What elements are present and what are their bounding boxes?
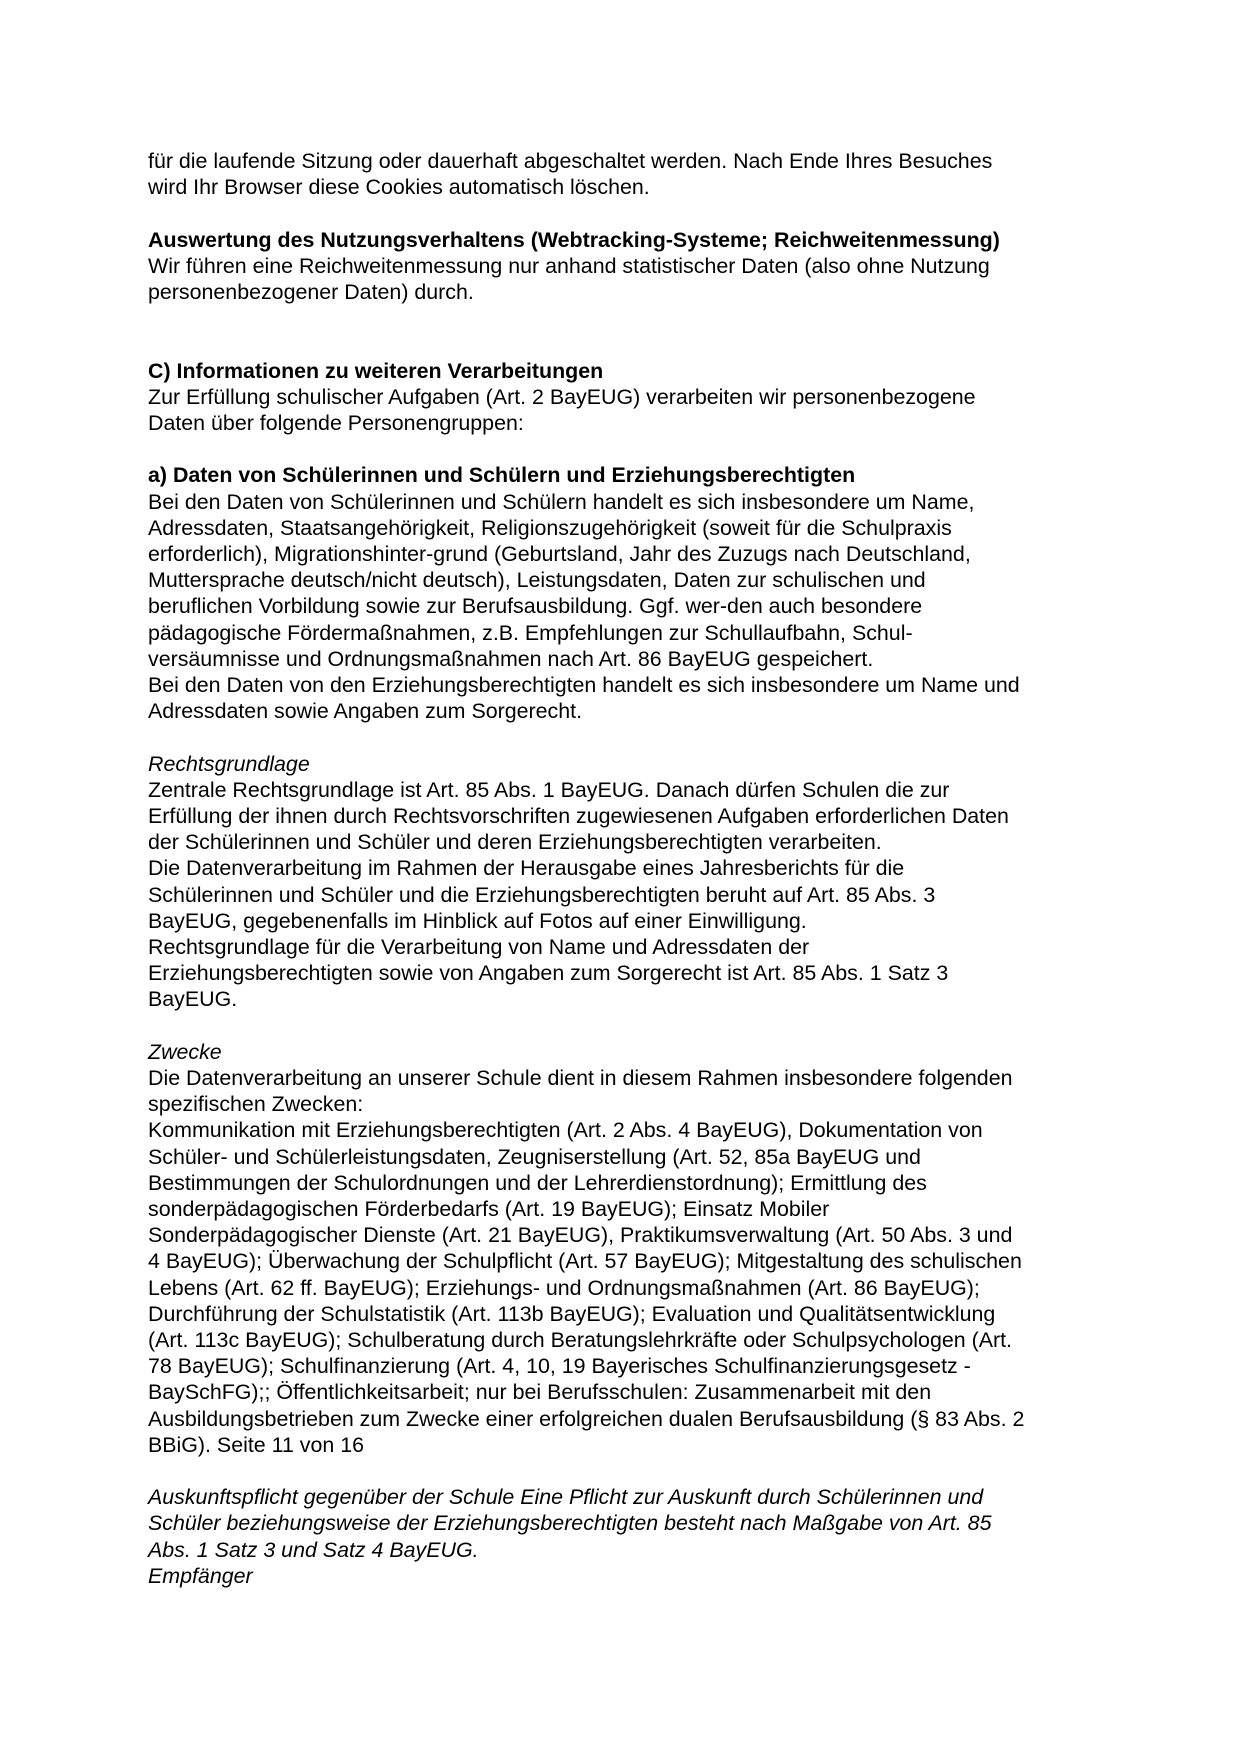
text-line: Bestimmungen der Schulordnungen und der Lehrerdienstordnung); Ermittlung des xyxy=(148,1170,927,1195)
text-line: Durchführung der Schulstatistik (Art. 113b BayEUG); Evaluation und Qualitätsentwicklung xyxy=(148,1301,996,1326)
text-line: Adressdaten, Staatsangehörigkeit, Religionszugehörigkeit (soweit für die Schulpraxis xyxy=(148,515,952,540)
text-line: Schülerinnen und Schüler und die Erziehungsberechtigten beruht auf Art. 85 Abs. 3 xyxy=(148,882,936,907)
text-line: 78 BayEUG); Schulfinanzierung (Art. 4, 10, 19 Bayerisches Schulfinanzierungsgesetz - xyxy=(148,1354,971,1379)
text-line: Daten über folgende Personengruppen: xyxy=(148,411,524,435)
text-line: für die laufende Sitzung oder dauerhaft abgeschaltet werden. Nach Ende Ihres Besuches xyxy=(148,149,993,173)
text-line: Zentrale Rechtsgrundlage ist Art. 85 Abs. 1 BayEUG. Danach dürfen Schulen die zur xyxy=(148,777,950,802)
text-line: Bei den Daten von den Erziehungsberechtigten handelt es sich insbesondere um Name und xyxy=(148,673,1020,698)
text-line: Lebens (Art. 62 ff. BayEUG); Erziehungs- und Ordnungsmaßnahmen (Art. 86 BayEUG); xyxy=(148,1275,980,1300)
text-line: Zur Erfüllung schulischer Aufgaben (Art. 2 BayEUG) verarbeiten wir personenbezogene xyxy=(148,384,976,409)
text-line: erforderlich), Migrationshinter-grund (Geburtsland, Jahr des Zuzugs nach Deutschland, xyxy=(148,542,971,566)
text-line: Sonderpädagogischer Dienste (Art. 21 BayEUG), Praktikumsverwaltung (Art. 50 Abs. 3 und xyxy=(148,1223,1013,1248)
text-line: Rechtsgrundlage für die Verarbeitung von Name und Adressdaten der xyxy=(148,935,810,960)
text-line: Bei den Daten von Schülerinnen und Schülern handelt es sich insbesondere um Name, xyxy=(148,489,975,514)
text-line: sonderpädagogischen Förderbedarfs (Art. 19 BayEUG); Einsatz Mobiler xyxy=(148,1197,830,1222)
text-line: spezifischen Zwecken: xyxy=(148,1092,364,1117)
text-line: Die Datenverarbeitung im Rahmen der Herausgabe eines Jahresberichts für die xyxy=(148,856,905,881)
text-line: Wir führen eine Reichweitenmessung nur anhand statistischer Daten (also ohne Nutzung xyxy=(148,253,990,278)
text-line: pädagogische Fördermaßnahmen, z.B. Empfehlungen zur Schullaufbahn, Schul- xyxy=(148,620,913,645)
section-heading: Empfänger xyxy=(148,1563,253,1588)
document-page xyxy=(148,148,1108,1589)
auskunft-section xyxy=(148,1484,1108,1589)
text-line: versäumnisse und Ordnungsmaßnahmen nach Art. 86 BayEUG gespeichert. xyxy=(148,646,874,671)
text-line: 4 BayEUG); Überwachung der Schulpflicht (Art. 57 BayEUG); Mitgestaltung des schulischen xyxy=(148,1249,1022,1274)
text-line: BBiG). Seite 11 von 16 xyxy=(148,1432,365,1457)
text-line: BaySchFG);; Öffentlichkeitsarbeit; nur bei Berufsschulen: Zusammenarbeit mit den xyxy=(148,1380,932,1405)
section-heading: Auswertung des Nutzungsverhaltens (Webtracking-Systeme; Reichweitenmessung) xyxy=(148,227,1000,252)
text-line: Muttersprache deutsch/nicht deutsch), Leistungsdaten, Daten zur schulischen und xyxy=(148,568,926,593)
section-heading: Zwecke xyxy=(148,1039,222,1064)
text-line: Auskunftspflicht gegenüber der Schule Eine Pflicht zur Auskunft durch Schülerinnen und xyxy=(148,1485,984,1510)
section-a xyxy=(148,462,1108,724)
text-line: beruflichen Vorbildung sowie zur Berufsausbildung. Ggf. wer-den auch besondere xyxy=(148,594,923,619)
text-line: Abs. 1 Satz 3 und Satz 4 BayEUG. xyxy=(148,1537,479,1562)
tracking-section xyxy=(148,227,1108,306)
rechtsgrundlage-section xyxy=(148,751,1108,1013)
zwecke-section xyxy=(148,1039,1108,1458)
text-line: wird Ihr Browser diese Cookies automatisch löschen. xyxy=(148,175,650,200)
text-line: Erziehungsberechtigten sowie von Angaben zum Sorgerecht ist Art. 85 Abs. 1 Satz 3 xyxy=(148,961,949,986)
text-line: BayEUG. xyxy=(148,987,238,1012)
text-line: Erfüllung der ihnen durch Rechtsvorschriften zugewiesenen Aufgaben erforderlichen Daten xyxy=(148,804,1009,829)
section-c xyxy=(148,358,1108,437)
text-line: personenbezogener Daten) durch. xyxy=(148,280,474,304)
text-line: Kommunikation mit Erziehungsberechtigten (Art. 2 Abs. 4 BayEUG), Dokumentation von xyxy=(148,1118,983,1143)
section-heading: C) Informationen zu weiteren Verarbeitungen xyxy=(148,358,604,383)
text-line: Die Datenverarbeitung an unserer Schule dient in diesem Rahmen insbesondere folgenden xyxy=(148,1066,1013,1091)
section-heading: Rechtsgrundlage xyxy=(148,751,310,776)
text-line: BayEUG, gegebenenfalls im Hinblick auf Fotos auf einer Einwilligung. xyxy=(148,908,807,933)
intro-paragraph xyxy=(148,148,1108,200)
text-line: der Schülerinnen und Schüler und deren Erziehungsberechtigten verarbeiten. xyxy=(148,830,882,855)
section-heading: a) Daten von Schülerinnen und Schülern und Erziehungsberechtigten xyxy=(148,463,856,488)
text-line: Schüler- und Schülerleistungsdaten, Zeugniserstellung (Art. 52, 85a BayEUG und xyxy=(148,1144,921,1169)
text-line: Ausbildungsbetrieben zum Zwecke einer erfolgreichen dualen Berufsausbildung (§ 83 Abs. 2 xyxy=(148,1406,1025,1431)
text-line: (Art. 113c BayEUG); Schulberatung durch Beratungslehrkräfte oder Schulpsychologen (Art. xyxy=(148,1328,1012,1353)
text-line: Schüler beziehungsweise der Erziehungsberechtigten besteht nach Maßgabe von Art. 85 xyxy=(148,1511,992,1536)
text-line: Adressdaten sowie Angaben zum Sorgerecht. xyxy=(148,699,583,724)
